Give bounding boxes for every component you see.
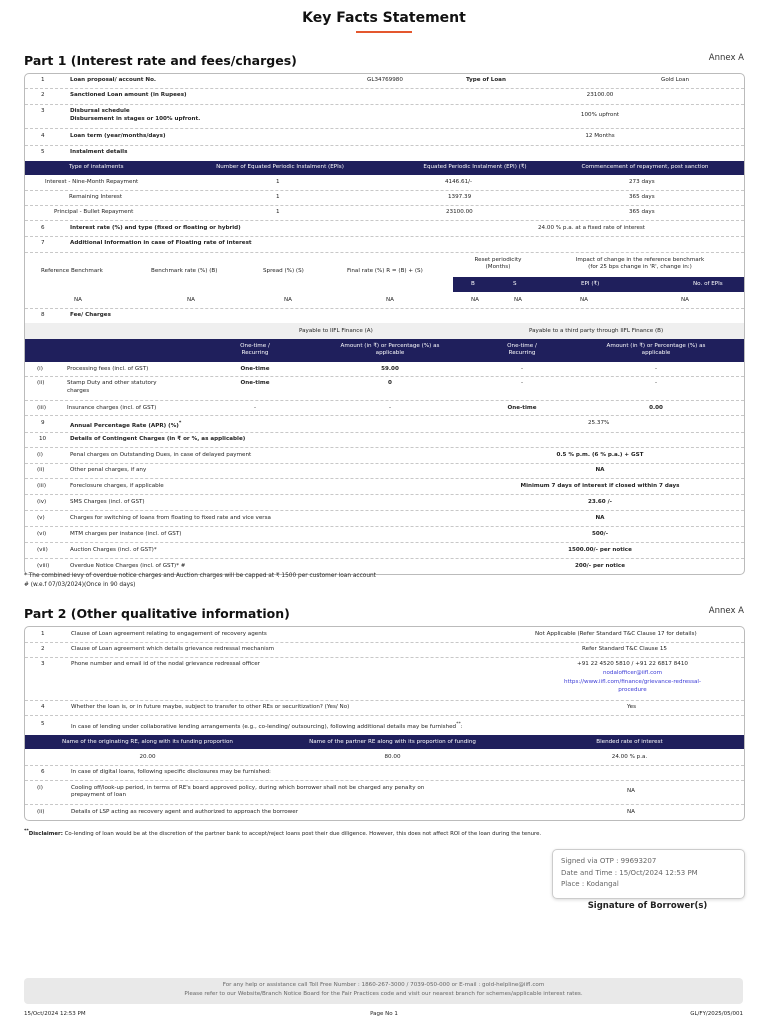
fees-header: One-time / Recurring Amount (in ₹) or Percentage (%) as applicable One-time / Recurring Amount (in ₹) or Percentage (%) as applicable bbox=[25, 339, 744, 362]
sign-place: Place : Kodangal bbox=[561, 880, 619, 888]
footer-help: For any help or assistance call Toll Free Number : 1860-267-3000 / 7039-050-000 or E-mail : gold-helpline@iifl.com Please refer to our Website/Branch Notice Board for the Fair Practices code and visit our nearest branch for schemes/applicable interest rates. bbox=[24, 978, 743, 1004]
signature-box bbox=[552, 849, 745, 899]
contingent-item: (vii) Auction Charges (incl. of GST)* 1500.00/- per notice bbox=[25, 542, 744, 559]
loan-type: Gold Loan bbox=[661, 77, 690, 83]
fees-row: 8 Fee/ Charges bbox=[41, 312, 111, 318]
qual-row: 6 In case of digital loans, following specific disclosures may be furnished: bbox=[25, 765, 744, 781]
part1-table bbox=[24, 73, 745, 575]
loan-term-row: 4 Loan term (year/months/days) 12 Months bbox=[25, 128, 744, 146]
instalment-header: Type of instalments Number of Equated Periodic Instalment (EPIs) Equated Periodic Instalment (EPI) (₹) Commencement of repayment, post sanction bbox=[25, 161, 744, 175]
account-number: GL34769980 bbox=[367, 77, 403, 83]
qual-row: 3 Phone number and email id of the nodal grievance redressal officer +91 22 4520 5810 / +91 22 6817 8410 nodalofficer@iifl.com https://www.iifl.com/finance/grievance-redressal- procedure bbox=[25, 657, 744, 701]
contingent-item: (v) Charges for switching of loans from floating to fixed rate and vice versa NA bbox=[25, 510, 744, 527]
part1-heading: Part 1 (Interest rate and fees/charges) bbox=[24, 53, 297, 68]
cap-note: * The combined levy of overdue notice charges and Auction charges will be capped at ₹ 1500 per customer loan account bbox=[24, 573, 376, 579]
apr-row: 9 Annual Percentage Rate (APR) (%)* 25.37% bbox=[25, 415, 744, 433]
qual-row: 4 Whether the loan is, or in future maybe, subject to transfer to other REs or securitization? (Yes/ No) Yes bbox=[25, 700, 744, 716]
page-title: Key Facts Statement bbox=[302, 10, 466, 26]
apr-value: 25.37% bbox=[588, 420, 610, 426]
part2-annex: Annex A bbox=[708, 606, 744, 616]
part2-table bbox=[24, 626, 745, 821]
part1-annex: Annex A bbox=[708, 53, 744, 63]
title-underline bbox=[356, 31, 412, 33]
floating-header: Reference Benchmark Benchmark rate (%) (B) Spread (%) (S) Final rate (%) R = (B) + (S) Reset periodicity (Months) Impact of change in the reference benchmark (for 25 bps change in 'R', change in:) bbox=[41, 257, 705, 274]
floating-values: NA NA NA NA NA NA NA NA bbox=[25, 292, 744, 309]
qual-row: 2 Clause of Loan agreement which details grievance redressal mechanism Refer Standard T&C Clause 15 bbox=[25, 642, 744, 658]
grievance-link-cont[interactable]: procedure bbox=[618, 687, 647, 693]
footer-ref: GL/FY/2025/05/001 bbox=[690, 1011, 743, 1017]
fees-payable-header: Payable to IIFL Finance (A) Payable to a third party through IIFL Finance (B) bbox=[25, 323, 744, 339]
disclaimer: **Disclaimer: Co-lending of loan would be at the discretion of the partner bank to accept/reject loans post their due diligence. However, this does not affect ROI of the loan during the tenure. bbox=[24, 829, 542, 837]
signature-label: Signature of Borrower(s) bbox=[587, 901, 708, 911]
qual-row: 1 Clause of Loan agreement relating to engagement of recovery agents Not Applicable (Refer Standard T&C Clause 17 for details) bbox=[25, 627, 744, 643]
instalment-item: Interest - Nine-Month Repayment 1 4146.61/- 273 days bbox=[25, 175, 744, 191]
footer-timestamp: 15/Oct/2024 12:53 PM bbox=[24, 1011, 86, 1017]
digital-item: (i) Cooling off/look-up period, in terms of RE's board approved policy, during which borrower shall not be charged any penalty on prepayment of loan NA bbox=[25, 780, 744, 805]
digital-item: (ii) Details of LSP acting as recovery agent and authorized to approach the borrower NA bbox=[37, 809, 636, 815]
grievance-link[interactable]: https://www.iifl.com/finance/grievance-redressal- bbox=[563, 679, 701, 685]
contingent-item: (iv) SMS Charges (incl. of GST) 23.60 /- bbox=[25, 494, 744, 511]
contingent-item: (iii) Foreclosure charges, if applicable Minimum 7 days of interest if closed within 7 days bbox=[25, 478, 744, 495]
floating-rate-row: 7 Additional Information in case of Floating rate of interest bbox=[25, 236, 744, 253]
page-number: Page No 1 bbox=[370, 1011, 398, 1017]
fee-item: (ii) Stamp Duty and other statutory charges One-time 0 - - bbox=[25, 376, 744, 401]
fee-item: (iii) Insurance charges (incl. of GST) - - One-time 0.00 bbox=[25, 400, 744, 416]
floating-subheader: B S EPI (₹) No. of EPIs bbox=[453, 277, 744, 292]
contingent-item: (i) Penal charges on Outstanding Dues, in case of delayed payment 0.5 % p.m. (6 % p.a.) + GST bbox=[25, 447, 744, 464]
sanctioned-amount-row: 2 Sanctioned Loan amount (in Rupees) 23100.00 bbox=[25, 88, 744, 105]
part2-heading: Part 2 (Other qualitative information) bbox=[24, 606, 290, 621]
nodal-officer-email[interactable]: nodalofficer@iifl.com bbox=[602, 670, 663, 676]
otp-text: Signed via OTP : 99693207 bbox=[561, 857, 657, 865]
interest-rate-row: 6 Interest rate (%) and type (fixed or floating or hybrid) 24.00 % p.a. at a fixed rate of interest bbox=[25, 220, 744, 237]
loan-account-row: 1 Loan proposal/ account No. GL34769980 Type of Loan Gold Loan bbox=[25, 74, 744, 89]
instalment-item: Principal - Bullet Repayment 1 23100.00 365 days bbox=[25, 205, 744, 221]
colending-header: Name of the originating RE, along with its funding proportion Name of the partner RE along with its proportion of funding Blended rate of interest bbox=[25, 735, 744, 749]
instalment-item: Remaining Interest 1 1397.39 365 days bbox=[25, 190, 744, 206]
instalment-row: 5 Instalment details bbox=[41, 149, 128, 155]
contingent-row: 10 Details of Contingent Charges (in ₹ or %, as applicable) bbox=[25, 432, 744, 448]
contingent-item: (vi) MTM charges per instance (incl. of GST) 500/- bbox=[25, 526, 744, 543]
wef-note: # (w.e.f 07/03/2024)(Once in 90 days) bbox=[24, 582, 136, 588]
contingent-item: (ii) Other penal charges, if any NA bbox=[25, 463, 744, 479]
fee-item: (i) Processing fees (incl. of GST) One-time 59.00 - - bbox=[25, 362, 744, 377]
colending-values: 20.00 80.00 24.00 % p.a. bbox=[25, 749, 744, 766]
contingent-item: (viii) Overdue Notice Charges (incl. of GST)* # 200/- per notice bbox=[37, 563, 626, 569]
disbursal-row: 3 Disbursal schedule Disbursement in stages or 100% upfront. 100% upfront bbox=[25, 104, 744, 129]
qual-row: 5 In case of lending under collaborative lending arrangements (e.g., co-lending/ outsourcing), following additional details may be furnished**: bbox=[41, 721, 463, 730]
sign-datetime: Date and Time : 15/Oct/2024 12:53 PM bbox=[561, 869, 698, 877]
